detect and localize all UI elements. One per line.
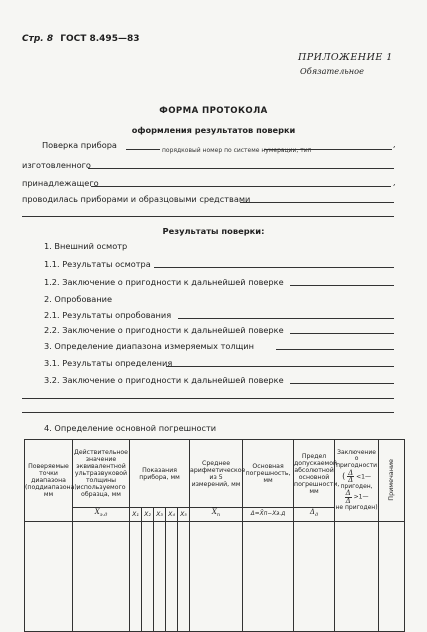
fill-line-manufactured	[88, 168, 394, 169]
form-title: ФОРМА ПРОТОКОЛА	[159, 106, 268, 116]
symbol-x3: X₃	[154, 508, 166, 522]
result-item: 1. Внешний осмотр	[44, 241, 128, 251]
fill-line-owner	[91, 186, 391, 187]
device-field-caption: порядковый номер по системе нумерации, тип	[162, 147, 312, 154]
symbol-x4: X₄	[166, 508, 178, 522]
symbol-x5: X₅	[178, 508, 190, 522]
col-basic-error: Основная погрешность, мм	[243, 440, 294, 508]
result-item: 2.2. Заключение о пригодности к дальнейшей поверке	[44, 325, 284, 335]
standard-code: ГОСТ 8.495—83	[60, 34, 140, 44]
table-cell	[154, 522, 166, 632]
result-item: 2.1. Результаты опробования	[44, 310, 172, 320]
table-cell	[243, 522, 294, 632]
unsuitable-text: не пригоден)	[335, 503, 378, 511]
result-item: 4. Определение основной погрешности	[44, 423, 217, 433]
comma-mark: ,	[393, 178, 396, 187]
col-note	[379, 440, 405, 522]
fill-line-instruments-cont	[22, 216, 394, 217]
table-cell	[178, 522, 190, 632]
fill-line	[290, 285, 394, 286]
table-cell	[294, 522, 335, 632]
fill-line-device-a	[126, 149, 160, 150]
symbol-mean: $\overline{X}_п$	[190, 508, 243, 522]
result-item: 1.1. Результаты осмотра	[44, 259, 151, 269]
result-item: 3.1. Результаты определения	[44, 358, 173, 368]
table-cell	[335, 522, 379, 632]
symbol-error: Δ=X̄п−Xэ.д	[243, 508, 294, 522]
col-error-limit: Предел допускаемой абсолютной основной погрешности, мм	[294, 440, 335, 508]
table-cell	[142, 522, 154, 632]
appendix-title: ПРИЛОЖЕНИЕ 1	[298, 52, 393, 63]
page-number: Стр. 8 ГОСТ 8.495—83	[22, 34, 140, 44]
table-cell	[190, 522, 243, 632]
table-row	[25, 522, 405, 632]
symbol-actual: $X_{э.д}$	[73, 508, 130, 522]
ratio-relation: <1—	[356, 473, 371, 481]
col-conclusion: Заключение о пригодности ( $\frac{\Delta}{\Delta}$ <1— пригоден, $\frac{\Delta}{\Delta}$ >1— не пригоден)	[335, 440, 379, 522]
col-readings: Показания прибора, мм	[130, 440, 190, 508]
result-item: 3.2. Заключение о пригодности к дальнейшей поверке	[44, 375, 284, 385]
col-actual-value: Действительное значение эквивалентной ультразвуковой толщины используемого образца, мм	[73, 440, 130, 508]
table-cell	[130, 522, 142, 632]
table-cell	[73, 522, 130, 632]
fill-line	[290, 383, 394, 384]
table-cell	[166, 522, 178, 632]
result-item: 3. Определение диапазона измеряемых толщин	[44, 341, 254, 351]
symbol-limit: $\Delta_д$	[294, 508, 335, 522]
ratio-relation: >1—	[353, 493, 369, 501]
col-mean: Среднее арифметическое из 5 измерений, мм	[190, 440, 243, 508]
result-item: 2. Опробование	[44, 294, 113, 304]
ratio-fraction: $\frac{\Delta}{\Delta}$	[348, 468, 354, 485]
fill-line-blank	[22, 398, 394, 399]
appendix-status: Обязательное	[300, 66, 364, 76]
form-subtitle: оформления результатов поверки	[131, 125, 296, 135]
fill-line	[276, 349, 394, 350]
table-cell	[379, 522, 405, 632]
fill-line	[178, 318, 394, 319]
conclusion-text: Заключение о пригодности	[336, 448, 377, 470]
table-header-row	[25, 440, 405, 508]
fill-line	[290, 333, 394, 334]
col-checked-points: Поверяемые точки диапазона (поддиапазона), мм	[25, 440, 73, 522]
error-table	[24, 439, 405, 632]
fill-line-blank	[22, 412, 394, 413]
table-cell	[25, 522, 73, 632]
ratio-fraction: $\frac{\Delta}{\Delta}$	[345, 489, 351, 505]
intro-label-owner: принадлежащего	[22, 178, 99, 188]
fill-line	[166, 366, 394, 367]
symbol-x2: X₂	[142, 508, 154, 522]
note-label: Примечание	[387, 458, 396, 501]
symbol-x1: X₁	[130, 508, 142, 522]
fill-line-instruments	[240, 202, 394, 203]
intro-label-manufactured: изготовленного	[22, 160, 91, 170]
comma-mark: ,	[393, 140, 396, 149]
result-item: 1.2. Заключение о пригодности к дальнейшей поверке	[44, 277, 284, 287]
fill-line	[154, 267, 394, 268]
intro-label-instruments: проводилась приборами и образцовыми средствами	[22, 194, 251, 204]
intro-label-device: Поверка прибора	[42, 140, 117, 150]
suitable-text: пригоден,	[340, 482, 373, 490]
results-heading: Результаты поверки:	[162, 226, 265, 236]
